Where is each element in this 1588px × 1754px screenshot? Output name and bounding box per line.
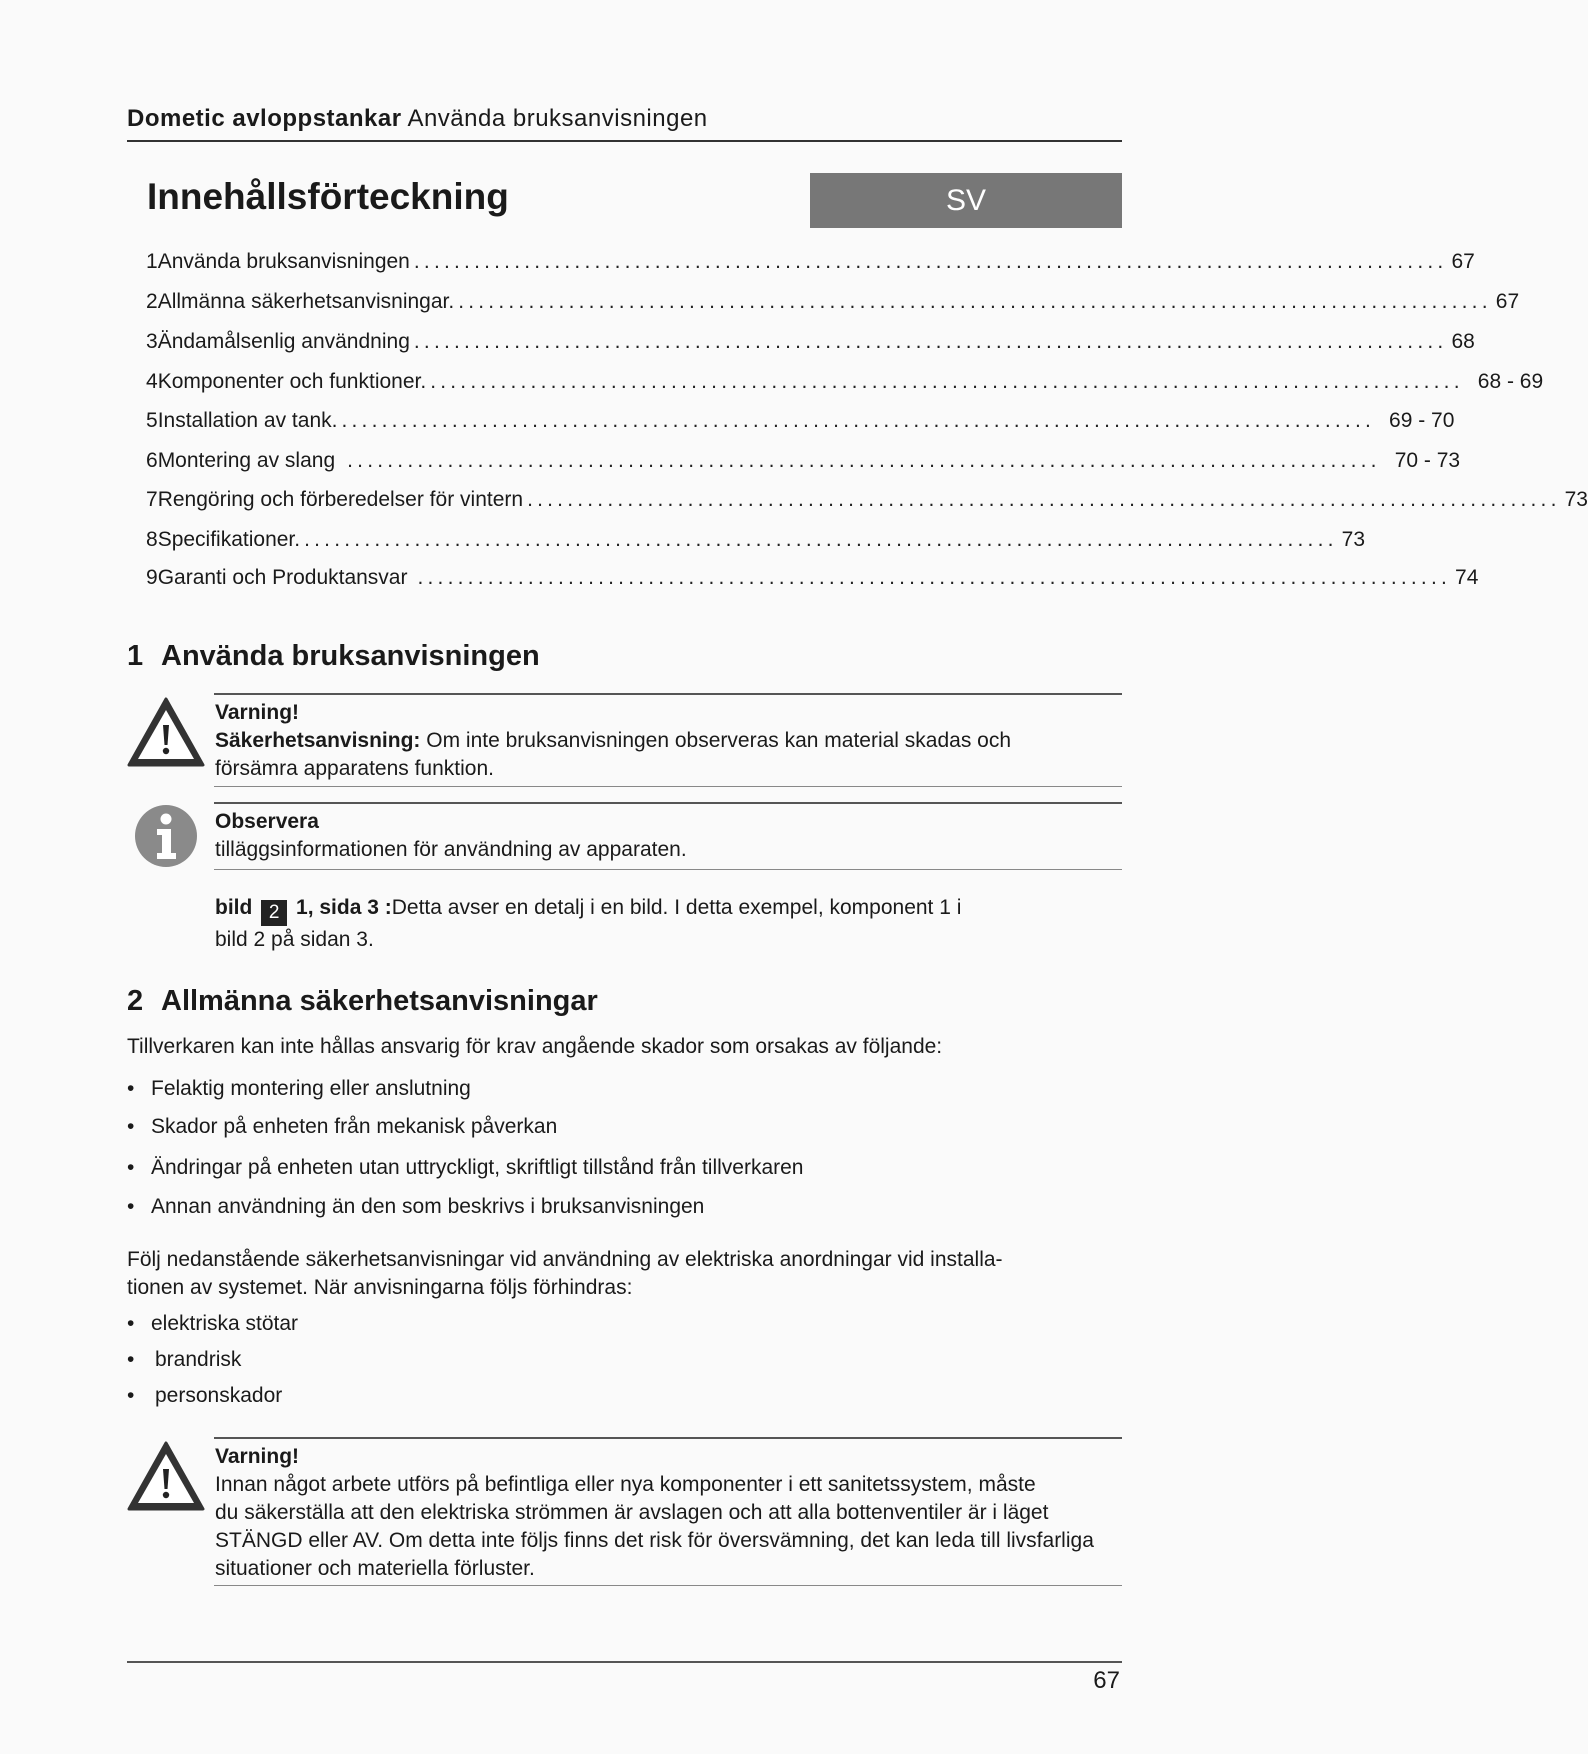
section-heading bbox=[127, 985, 598, 1018]
toc-entry-title: Allmänna säkerhetsanvisningar. bbox=[157, 290, 455, 313]
warning-text-cont: försämra apparatens funktion. bbox=[215, 757, 494, 780]
section-number: 1 bbox=[127, 640, 144, 672]
toc-leader: ....................................................................................................... bbox=[304, 528, 1338, 551]
section-title: Använda bruksanvisningen bbox=[161, 640, 540, 672]
toc-leader: ....................................................................................................... bbox=[341, 409, 1376, 432]
warning-text: Om inte bruksanvisningen observeras kan material skadas och bbox=[426, 729, 1012, 752]
figure-ref-text: Detta avser en detalj i en bild. I detta exempel, komponent 1 i bbox=[391, 896, 962, 919]
warning-block bbox=[215, 1443, 1135, 1583]
bullet-icon: • bbox=[127, 1156, 135, 1179]
toc-leader: ....................................................................................................... bbox=[413, 330, 1448, 353]
toc-entry[interactable] bbox=[146, 449, 1461, 479]
toc-entry-title: Använda bruksanvisningen bbox=[157, 250, 410, 273]
warning-top-rule bbox=[214, 1437, 1122, 1439]
toc-entry-page: 73 bbox=[1564, 488, 1588, 511]
toc-entry-page: 74 bbox=[1455, 566, 1479, 589]
toc-leader: ....................................................................................................... bbox=[458, 290, 1492, 313]
toc-entry-title: Montering av slang bbox=[157, 449, 336, 472]
toc-entry-number: 5 bbox=[146, 409, 158, 432]
toc-title: Innehållsförteckning bbox=[147, 176, 509, 217]
warning-block bbox=[215, 699, 1115, 783]
toc-entry-page: 69 - 70 bbox=[1389, 409, 1455, 432]
list-item bbox=[127, 1346, 241, 1374]
warning-bottom-rule bbox=[214, 786, 1122, 787]
toc-entry-number: 6 bbox=[146, 449, 158, 472]
note-block bbox=[215, 808, 1115, 864]
footer-rule bbox=[127, 1661, 1122, 1663]
list-item-text: Annan användning än den som beskrivs i bruksanvisningen bbox=[151, 1195, 705, 1218]
toc-entry-number: 4 bbox=[146, 370, 158, 393]
figure-ref-bold-2: 1, sida 3 : bbox=[296, 896, 392, 919]
list-item bbox=[127, 1075, 471, 1103]
toc-entry[interactable] bbox=[146, 488, 1588, 518]
toc-leader: ....................................................................................................... bbox=[347, 449, 1381, 472]
toc-entry-number: 3 bbox=[146, 330, 158, 353]
figure-ref-bold: bild bbox=[215, 896, 253, 919]
safety-paragraph bbox=[127, 1246, 1117, 1302]
section-number: 2 bbox=[127, 985, 144, 1017]
warning-triangle-icon bbox=[125, 1439, 207, 1513]
bullet-icon: • bbox=[127, 1312, 135, 1335]
bullet-icon: • bbox=[127, 1348, 135, 1371]
bullet-icon: • bbox=[127, 1384, 135, 1407]
note-bottom-rule bbox=[214, 869, 1122, 870]
figure-ref-text-cont: bild 2 på sidan 3. bbox=[215, 928, 374, 951]
toc-entry[interactable] bbox=[146, 290, 1520, 320]
toc-leader: ....................................................................................................... bbox=[527, 488, 1561, 511]
warning-top-rule bbox=[214, 693, 1122, 695]
toc-entry-title: Ändamålsenlig användning bbox=[157, 330, 410, 353]
header-subtitle: Använda bruksanvisningen bbox=[407, 105, 708, 132]
list-item bbox=[127, 1310, 298, 1338]
toc-entry[interactable] bbox=[146, 250, 1475, 280]
header-rule bbox=[127, 140, 1122, 142]
toc-entry-number: 2 bbox=[146, 290, 158, 313]
toc-entry-title: Komponenter och funktioner. bbox=[157, 370, 427, 393]
warning-label: Säkerhetsanvisning: bbox=[215, 729, 421, 752]
list-item-text: Skador på enheten från mekanisk påverkan bbox=[151, 1115, 558, 1138]
toc-leader: ....................................................................................................... bbox=[417, 566, 1452, 589]
note-text: tilläggsinformationen för användning av apparaten. bbox=[215, 838, 687, 861]
toc-entry-number: 1 bbox=[146, 250, 158, 273]
list-item bbox=[127, 1113, 557, 1141]
warning-line: situationer och materiella förluster. bbox=[215, 1557, 535, 1580]
page-number: 67 bbox=[1093, 1667, 1120, 1694]
list-item-text: elektriska stötar bbox=[151, 1312, 299, 1335]
toc-entry-number: 9 bbox=[146, 566, 158, 589]
warning-heading: Varning! bbox=[215, 701, 300, 724]
warning-bottom-rule bbox=[214, 1585, 1122, 1586]
list-item bbox=[127, 1154, 804, 1182]
toc-entry-page: 67 bbox=[1495, 290, 1520, 313]
figure-number-box: 2 bbox=[261, 900, 287, 926]
list-item-text: brandrisk bbox=[155, 1348, 242, 1371]
paragraph-line: tionen av systemet. När anvisningarna följs förhindras: bbox=[127, 1276, 633, 1299]
toc-entry-title: Garanti och Produktansvar bbox=[157, 566, 408, 589]
intro-paragraph: Tillverkaren kan inte hållas ansvarig för krav angående skador som orsakas av följande: bbox=[127, 1035, 943, 1058]
warning-line: Innan något arbete utförs på befintliga eller nya komponenter i ett sanitetssystem, måste bbox=[215, 1473, 1036, 1496]
language-badge: SV bbox=[810, 173, 1122, 228]
header-brand: Dometic avloppstankar bbox=[127, 105, 402, 132]
list-item bbox=[127, 1193, 704, 1221]
toc-entry-title: Specifikationer. bbox=[157, 528, 301, 551]
warning-line: du säkerställa att den elektriska strömmen är avslagen och att alla bottenventiler är i läget bbox=[215, 1501, 1049, 1524]
toc-entry-page: 73 bbox=[1341, 528, 1366, 551]
toc-entry-number: 7 bbox=[146, 488, 158, 511]
toc-entry-page: 70 - 73 bbox=[1394, 449, 1461, 472]
warning-heading: Varning! bbox=[215, 1445, 300, 1468]
warning-triangle-icon bbox=[125, 695, 207, 769]
toc-leader: ....................................................................................................... bbox=[413, 250, 1448, 273]
list-item-text: Felaktig montering eller anslutning bbox=[151, 1077, 471, 1100]
toc-entry[interactable] bbox=[146, 409, 1455, 439]
section-heading bbox=[127, 640, 540, 673]
info-icon bbox=[133, 803, 199, 869]
paragraph-line: Följ nedanstående säkerhetsanvisningar vid användning av elektriska anordningar vid installa- bbox=[127, 1248, 1003, 1271]
toc-leader: ....................................................................................................... bbox=[430, 370, 1464, 393]
toc-entry-page: 68 - 69 bbox=[1477, 370, 1544, 393]
note-top-rule bbox=[214, 802, 1122, 804]
bullet-icon: • bbox=[127, 1115, 135, 1138]
toc-entry-page: 68 bbox=[1451, 330, 1475, 353]
toc-entry[interactable] bbox=[146, 566, 1479, 596]
toc-entry[interactable] bbox=[146, 330, 1475, 360]
figure-reference bbox=[215, 894, 1115, 954]
toc-entry-title: Installation av tank. bbox=[157, 409, 338, 432]
list-item bbox=[127, 1382, 282, 1410]
toc-entry[interactable] bbox=[146, 370, 1544, 400]
warning-line: STÄNGD eller AV. Om detta inte följs finns det risk för översvämning, det kan leda till livsfarliga bbox=[215, 1529, 1094, 1552]
list-item-text: Ändringar på enheten utan uttryckligt, skriftligt tillstånd från tillverkaren bbox=[151, 1156, 804, 1179]
bullet-icon: • bbox=[127, 1077, 135, 1100]
note-heading: Observera bbox=[215, 810, 319, 833]
list-item-text: personskador bbox=[155, 1384, 283, 1407]
toc-entry[interactable] bbox=[146, 528, 1366, 558]
toc-entry-number: 8 bbox=[146, 528, 158, 551]
toc-entry-title: Rengöring och förberedelser för vintern bbox=[157, 488, 524, 511]
bullet-icon: • bbox=[127, 1195, 135, 1218]
section-title: Allmänna säkerhetsanvisningar bbox=[161, 985, 598, 1017]
toc-entry-page: 67 bbox=[1451, 250, 1475, 273]
running-header bbox=[127, 105, 1122, 133]
